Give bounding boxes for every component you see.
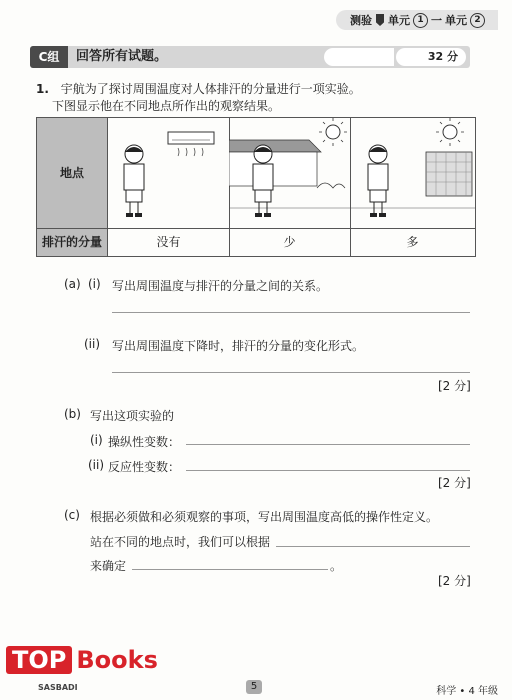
part-b-ii-text: 反应性变数： xyxy=(108,460,181,474)
marks-pill-left xyxy=(324,48,394,66)
location-label: 地点 xyxy=(37,118,108,229)
topbooks-logo xyxy=(6,646,158,674)
part-c-line1: 站在不同的地点时，我们可以根据 xyxy=(90,535,271,549)
part-a-ii-text: 写出周围温度下降时，排汗的分量的变化形式。 xyxy=(112,339,365,353)
sun-icon-2 xyxy=(443,125,457,139)
section-marks: 32 分 xyxy=(396,48,466,66)
part-a-ii-label: (ii) xyxy=(84,337,101,351)
part-b-marks: [2 分] xyxy=(438,476,471,490)
part-a-i-label: (i) xyxy=(88,277,101,291)
unit2-prefix: 单元 xyxy=(445,14,467,27)
publisher-mark: SASBADI xyxy=(38,683,78,692)
unit-header xyxy=(336,10,498,30)
location-aircon-room xyxy=(108,118,230,229)
roof-icon xyxy=(229,140,321,152)
observation-table xyxy=(36,117,476,257)
logo-books: Books xyxy=(76,646,158,674)
sweat-much: 多 xyxy=(406,235,419,249)
test-label: 测验 xyxy=(350,14,372,27)
part-c-marks: [2 分] xyxy=(438,574,471,588)
sweat-label: 排汗的分量 xyxy=(37,229,108,256)
goal-post-icon xyxy=(426,152,472,196)
part-a-marks: [2 分] xyxy=(438,379,471,393)
part-b-i-label: (i) xyxy=(90,433,103,447)
boy-figure-2 xyxy=(253,145,273,217)
part-c-end: 。 xyxy=(330,559,343,573)
boy-figure-3 xyxy=(368,145,388,217)
page-number: 5 xyxy=(246,680,262,694)
subject-footer: 科学 • 4 年级 xyxy=(436,686,498,697)
part-b-label: (b) xyxy=(64,407,81,421)
question-line2: 下图显示他在不同地点所作出的观察结果。 xyxy=(52,99,281,113)
section-bar xyxy=(30,46,470,68)
group-badge: C组 xyxy=(30,46,68,68)
part-a-i-text: 写出周围温度与排汗的分量之间的关系。 xyxy=(112,279,329,293)
location-open-field xyxy=(350,118,475,229)
sweat-little: 少 xyxy=(229,229,351,256)
unit1-prefix: 单元 xyxy=(388,14,410,27)
sun-icon xyxy=(326,125,340,139)
pencil-icon xyxy=(376,14,384,26)
field-person-illustration xyxy=(350,118,475,228)
section-title: 回答所有试题。 xyxy=(76,49,168,64)
unit2-number: 2 xyxy=(470,13,485,28)
question-line1: 1. 宇航为了探讨周围温度对人体排汗的分量进行一项实验。 xyxy=(36,82,361,96)
house-person-illustration xyxy=(229,118,350,228)
answer-line-a-i[interactable] xyxy=(112,312,470,313)
answer-line-a-ii[interactable] xyxy=(112,372,470,373)
header-dash: 一 xyxy=(431,14,442,27)
part-a-label: (a) xyxy=(64,277,81,291)
part-c-text: 根据必须做和必须观察的事项，写出周围温度高低的操作性定义。 xyxy=(90,510,439,524)
answer-line-b-i[interactable] xyxy=(186,444,470,445)
part-c-line2: 来确定 xyxy=(90,559,127,573)
logo-top: TOP xyxy=(6,646,72,674)
location-outside-house xyxy=(229,118,351,229)
boy-figure-1 xyxy=(124,145,144,217)
unit1-number: 1 xyxy=(413,13,428,28)
sweat-none: 没有 xyxy=(108,229,230,256)
part-c-label: (c) xyxy=(64,508,80,522)
answer-line-c-1[interactable] xyxy=(276,546,470,547)
part-b-text: 写出这项实验的 xyxy=(90,409,175,423)
air-conditioner-icon xyxy=(168,132,214,144)
aircon-person-illustration xyxy=(108,118,229,228)
part-b-i-text: 操纵性变数： xyxy=(108,435,181,449)
answer-line-c-2[interactable] xyxy=(132,569,328,570)
answer-line-b-ii[interactable] xyxy=(186,470,470,471)
part-b-ii-label: (ii) xyxy=(88,458,105,472)
question-number: 1. xyxy=(36,82,49,96)
